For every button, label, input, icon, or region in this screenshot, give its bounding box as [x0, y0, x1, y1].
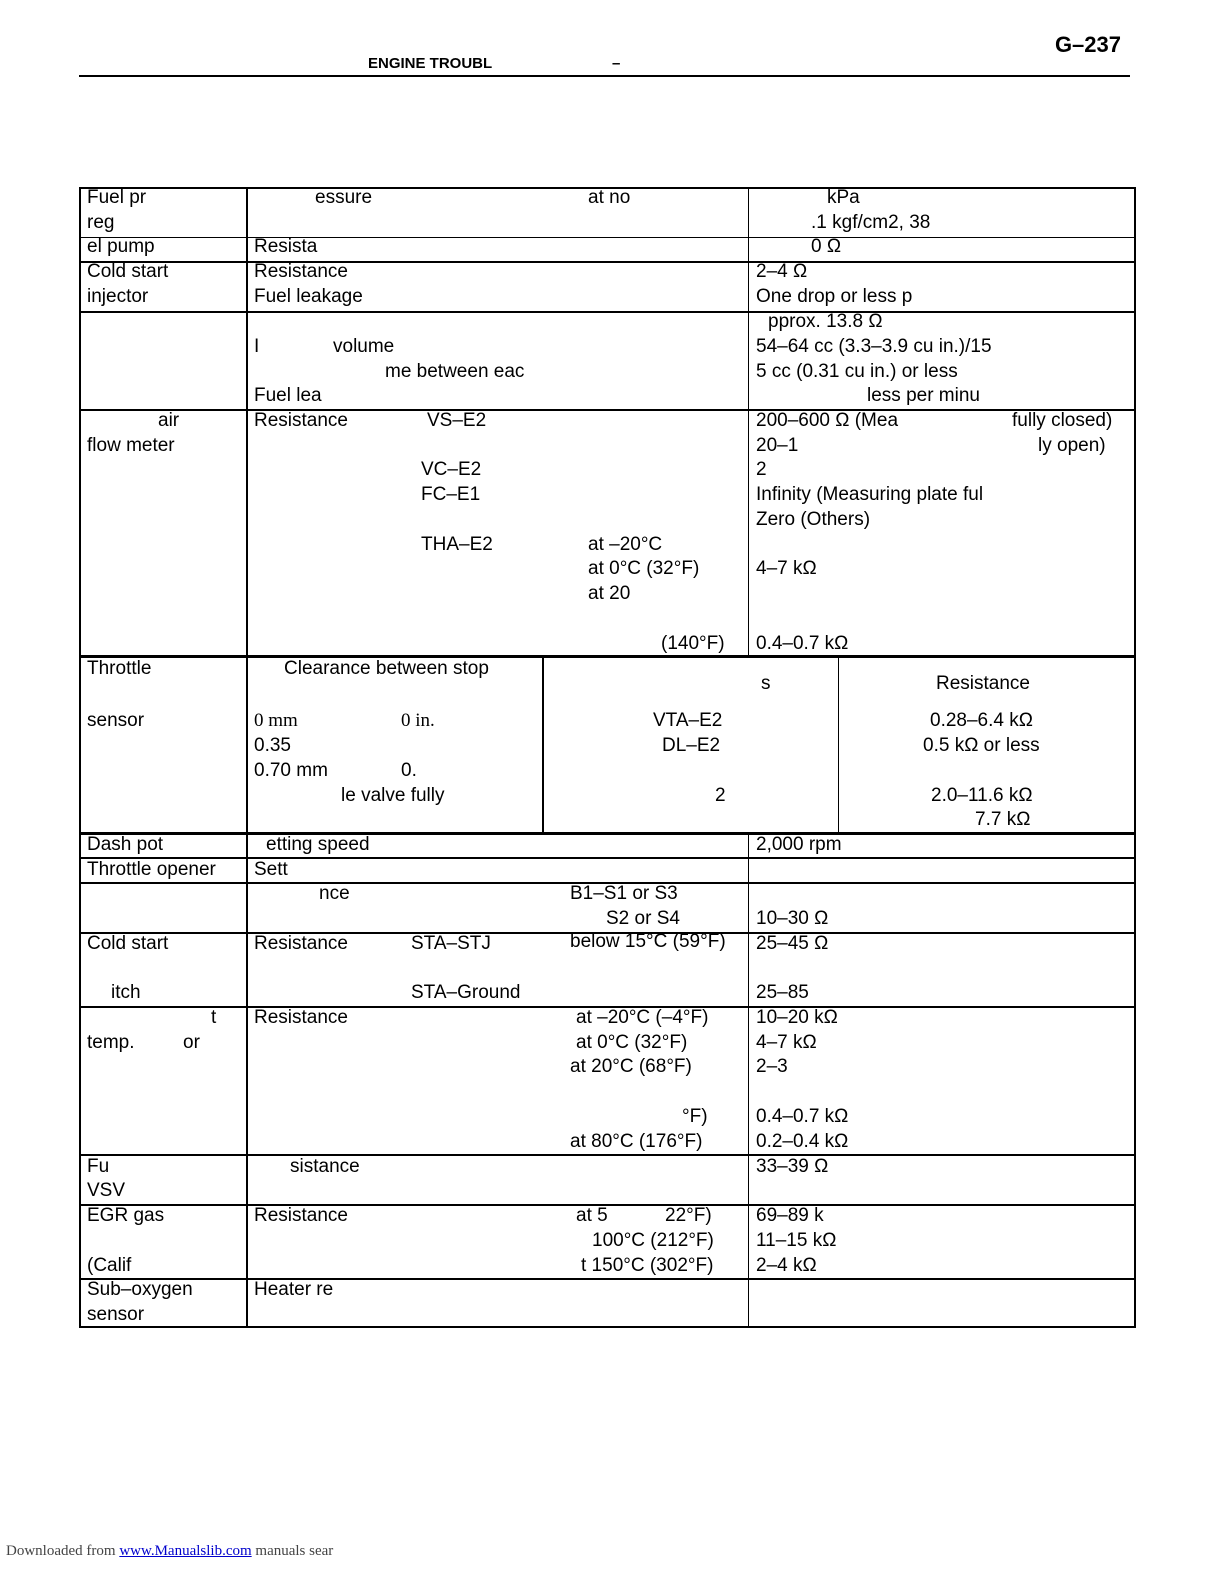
table-cell: sistance — [290, 1156, 360, 1177]
table-cell: 2–3 — [756, 1056, 788, 1077]
table-cell: Resistance — [254, 1205, 348, 1226]
table-cell: or — [183, 1032, 200, 1053]
table-cell: Sub–oxygen — [87, 1279, 193, 1300]
table-cell: t — [211, 1007, 217, 1028]
table-hline — [79, 1278, 1134, 1280]
table-hline — [79, 409, 1134, 411]
table-hline — [79, 261, 1134, 263]
table-cell: Sett — [254, 859, 288, 880]
table-cell: essure — [315, 187, 373, 208]
table-vline — [748, 832, 749, 1328]
table-vline — [748, 187, 749, 657]
table-cell: DL–E2 — [662, 735, 721, 756]
table-cell: 0 mm — [254, 710, 298, 731]
table-cell: el pump — [87, 236, 155, 257]
table-cell: flow meter — [87, 435, 175, 456]
table-cell: Resista — [254, 236, 318, 257]
table-hline — [79, 832, 1134, 835]
table-cell: °F) — [682, 1106, 708, 1127]
table-cell: 22°F) — [665, 1205, 712, 1226]
table-cell: 0.5 kΩ or less — [923, 735, 1040, 756]
table-cell: Clearance between stop — [284, 658, 489, 679]
table-cell: STA–STJ — [411, 933, 491, 954]
table-cell: 2 — [756, 459, 767, 480]
table-cell: EGR gas — [87, 1205, 165, 1226]
table-cell: THA–E2 — [421, 534, 493, 555]
table-vline — [246, 187, 248, 1328]
table-cell: 0. — [401, 760, 417, 781]
footer-prefix: Downloaded from — [6, 1543, 116, 1559]
table-cell: Infinity (Measuring plate ful — [756, 484, 984, 505]
table-cell: Throttle — [87, 658, 152, 679]
table-cell: pprox. 13.8 Ω — [768, 311, 883, 332]
manualslib-link[interactable]: www.Manualslib.com — [119, 1543, 252, 1559]
table-cell: volume — [333, 336, 395, 357]
table-cell: me between eac — [385, 361, 525, 382]
table-cell: 11–15 kΩ — [756, 1230, 837, 1251]
table-cell: s — [761, 673, 771, 694]
table-cell: nce — [319, 883, 350, 904]
table-cell: Cold start — [87, 261, 169, 282]
table-hline — [79, 857, 1134, 859]
table-cell: ly open) — [1038, 435, 1106, 456]
table-cell: 0.70 mm — [254, 760, 328, 781]
table-cell: VS–E2 — [427, 410, 487, 431]
table-cell: 0.4–0.7 kΩ — [756, 1106, 849, 1127]
page-number: G–237 — [1054, 32, 1121, 57]
table-cell: 2–4 Ω — [756, 261, 808, 282]
table-cell: 2 — [715, 785, 726, 806]
table-cell: less per minu — [867, 385, 980, 406]
section-header: ENGINE TROUBL — [368, 55, 493, 72]
table-cell: 69–89 k — [756, 1205, 824, 1226]
table-cell: reg — [87, 212, 115, 233]
table-cell: Fu — [87, 1156, 110, 1177]
table-cell: below 15°C (59°F) — [570, 931, 726, 952]
table-cell: 2–4 kΩ — [756, 1255, 817, 1276]
table-cell: etting speed — [266, 834, 370, 855]
table-hline — [79, 311, 1134, 313]
table-cell: 100°C (212°F) — [592, 1230, 714, 1251]
table-vline — [542, 655, 544, 832]
table-cell: 10–30 Ω — [756, 908, 829, 929]
table-cell: 0.28–6.4 kΩ — [930, 710, 1033, 731]
table-cell: temp. — [87, 1032, 135, 1053]
table-cell: VTA–E2 — [653, 710, 723, 731]
table-cell: I — [254, 336, 260, 357]
table-cell: 0.35 — [254, 735, 291, 756]
table-cell: FC–E1 — [421, 484, 481, 505]
table-vline — [79, 187, 81, 1328]
table-cell: 2.0–11.6 kΩ — [931, 785, 1033, 806]
table-cell: Heater re — [254, 1279, 334, 1300]
table-cell: at 80°C (176°F) — [570, 1131, 703, 1152]
table-cell: fully closed) — [1012, 410, 1113, 431]
table-cell: 0 in. — [401, 710, 435, 731]
table-cell: STA–Ground — [411, 982, 521, 1003]
table-cell: (Calif — [87, 1255, 132, 1276]
header-rule — [79, 75, 1130, 77]
table-cell: air — [158, 410, 180, 431]
table-cell: 4–7 kΩ — [756, 558, 817, 579]
table-cell: 33–39 Ω — [756, 1156, 829, 1177]
table-cell: at 0°C (32°F) — [588, 558, 700, 579]
table-cell: at 20°C (68°F) — [570, 1056, 692, 1077]
table-cell: at –20°C — [588, 534, 663, 555]
section-header-dash: – — [612, 55, 621, 72]
table-cell: t 150°C (302°F) — [581, 1255, 714, 1276]
table-hline — [79, 237, 1134, 238]
table-cell: itch — [111, 982, 141, 1003]
table-cell: 20–1 — [756, 435, 799, 456]
table-cell: 0.2–0.4 kΩ — [756, 1131, 849, 1152]
table-cell: 0 Ω — [811, 236, 842, 257]
table-vline — [838, 655, 839, 832]
table-cell: Cold start — [87, 933, 169, 954]
footer-suffix: manuals sear — [255, 1543, 334, 1559]
table-cell: Dash pot — [87, 834, 164, 855]
table-cell: kPa — [827, 187, 860, 208]
table-cell: 7.7 kΩ — [975, 809, 1031, 830]
table-cell: sensor — [87, 710, 145, 731]
table-cell: le valve fully — [341, 785, 445, 806]
table-cell: 54–64 cc (3.3–3.9 cu in.)/15 — [756, 336, 992, 357]
table-cell: at 20 — [588, 583, 631, 604]
table-cell: One drop or less p — [756, 286, 913, 307]
table-cell: 200–600 Ω (Mea — [756, 410, 899, 431]
table-cell: 2,000 rpm — [756, 834, 842, 855]
table-hline — [79, 1154, 1134, 1156]
table-cell: (140°F) — [661, 633, 725, 654]
table-cell: 25–85 — [756, 982, 809, 1003]
table-cell: Resistance — [254, 410, 348, 431]
table-cell: 4–7 kΩ — [756, 1032, 817, 1053]
table-cell: VC–E2 — [421, 459, 482, 480]
table-cell: 25–45 Ω — [756, 933, 829, 954]
table-cell: at no — [588, 187, 631, 208]
table-cell: 0.4–0.7 kΩ — [756, 633, 849, 654]
table-vline — [1134, 187, 1136, 1328]
table-cell: 5 cc (0.31 cu in.) or less — [756, 361, 958, 382]
footer — [6, 1543, 333, 1560]
table-cell: Fuel leakage — [254, 286, 363, 307]
table-hline — [79, 655, 1134, 658]
table-cell: Resistance — [254, 1007, 348, 1028]
table-cell: Throttle opener — [87, 859, 216, 880]
table-cell: S2 or S4 — [606, 908, 680, 929]
table-cell: at –20°C (–4°F) — [576, 1007, 709, 1028]
table-cell: at 0°C (32°F) — [576, 1032, 688, 1053]
table-cell: B1–S1 or S3 — [570, 883, 678, 904]
table-cell: Resistance — [936, 673, 1030, 694]
table-cell: Resistance — [254, 933, 348, 954]
table-cell: 10–20 kΩ — [756, 1007, 838, 1028]
table-cell: at 5 — [576, 1205, 608, 1226]
table-cell: Fuel pr — [87, 187, 147, 208]
table-cell: VSV — [87, 1180, 126, 1201]
table-cell: sensor — [87, 1304, 145, 1325]
table-cell: Fuel lea — [254, 385, 322, 406]
table-cell: Resistance — [254, 261, 348, 282]
table-hline — [79, 1326, 1134, 1328]
table-cell: Zero (Others) — [756, 509, 871, 530]
table-cell: injector — [87, 286, 149, 307]
table-cell: .1 kgf/cm2, 38 — [811, 212, 931, 233]
